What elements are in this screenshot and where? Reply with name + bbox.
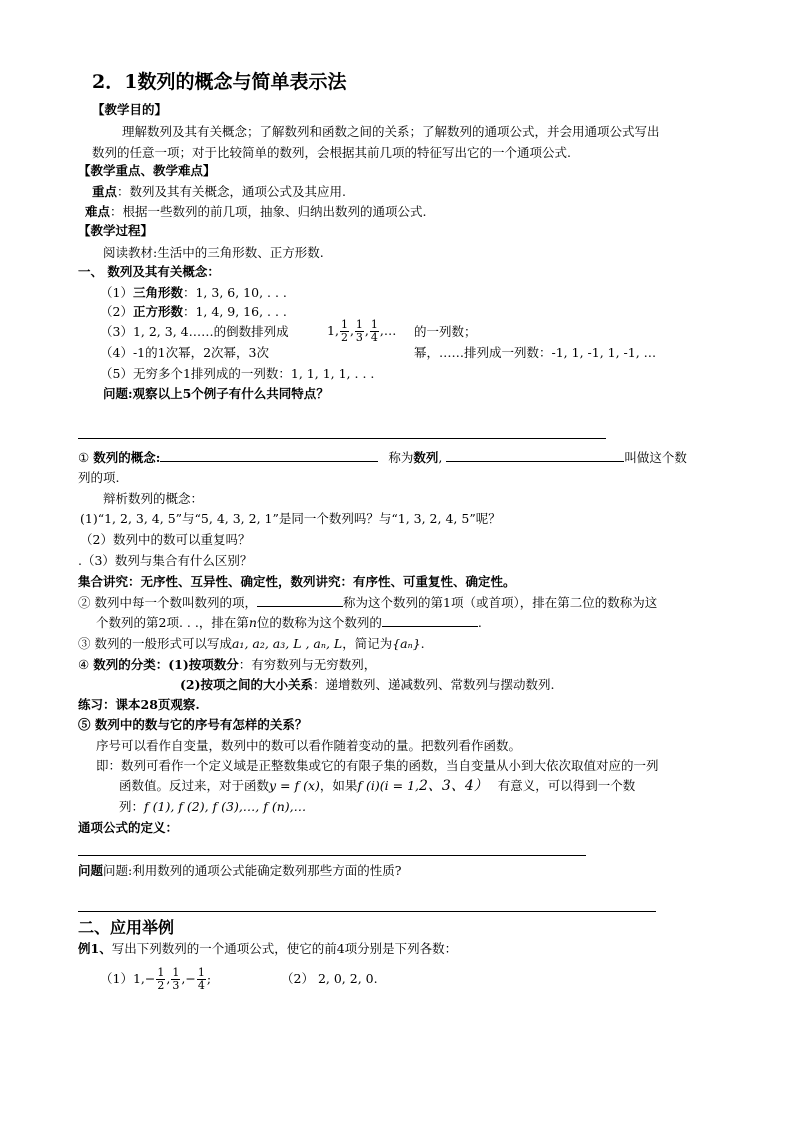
example-5: （5）无穷多个1排列成的一列数：1, 1, 1, 1, . . . — [100, 366, 375, 381]
focus-label: 重点 — [92, 184, 118, 199]
section-1-heading: 一、 数列及其有关概念： — [78, 264, 220, 279]
fraction-1-4: $\frac{1}{4}$ — [370, 318, 378, 344]
example-1-part-1: （1）1,− $\frac{1}{2}$ , $\frac{1}{3}$ ,− $\frac{1}{4}$ ; — [100, 966, 212, 992]
item-2-line-2: 个数列的第2项. . .，排在第n位的数称为这个数列的 . — [96, 615, 482, 630]
item-3: ③ 数列的一般形式可以写成a₁, a₂, a₃, L , aₙ, L，简记为{aₙ}. — [78, 636, 425, 651]
concept-blank-2[interactable] — [446, 449, 624, 462]
example-3-end: 的一列数； — [414, 324, 477, 339]
concept-line-2: 列的项. — [78, 470, 120, 485]
example-1: （1）三角形数：1, 3, 6, 10, . . . — [100, 285, 287, 300]
example-2: （2）正方形数：1, 4, 9, 16, . . . — [100, 304, 287, 319]
question-2: 问题问题:利用数列的通项公式能确定数列那些方面的性质? — [78, 863, 402, 878]
item-5-line-3: 函数值。反过来，对于函数y = f (x)，如果f (i)(i = 1,2、3、4） 有意义，可以得到一个数 — [119, 778, 636, 794]
item-5-line-2: 即：数列可看作一个定义域是正整数集或它的有限子集的函数，当自变量从小到大依次取值对应的一列 — [96, 758, 659, 773]
example-3-formula: 1, $\frac{1}{2}$ , $\frac{1}{3}$ , $\frac{1}{4}$ ,… — [327, 318, 397, 344]
definition-label: 通项公式的定义： — [78, 820, 179, 835]
first-term-blank[interactable] — [257, 594, 343, 607]
example-4-end: 幂，……排列成一列数：-1, 1, -1, 1, -1, … — [414, 345, 657, 360]
goals-line-1: 理解数列及其有关概念；了解数列和函数之间的关系；了解数列的通项公式，并会用通项公式写出 — [122, 124, 660, 139]
analysis-q1: (1)“1, 2, 3, 4, 5”与“5, 4, 3, 2, 1”是同一个数列吗？与“1, 3, 2, 4, 5”呢？ — [80, 511, 501, 526]
focus-line — [92, 184, 346, 200]
example-4: （4）-1的1次幂，2次幂，3次 — [100, 345, 269, 360]
fraction-1-3: $\frac{1}{3}$ — [355, 318, 363, 344]
difficulty-label: 难点 — [85, 204, 111, 219]
difficulty-line — [85, 204, 427, 220]
answer-line-2 — [78, 855, 586, 856]
item-4-line-1: ④ 数列的分类：(1)按项数分：有穷数列与无穷数列， — [78, 657, 377, 672]
goals-heading: 【教学目的】 — [92, 102, 168, 117]
concept-blank-1[interactable] — [160, 449, 378, 462]
question-1: 问题:观察以上5个例子有什么共同特点？ — [103, 386, 329, 401]
reading-line: 阅读教材:生活中的三角形数、正方形数. — [103, 245, 324, 260]
difficulty-text: ：根据一些数列的前几项，抽象、归纳出数列的通项公式. — [110, 204, 427, 219]
practice: 练习：课本28页观察. — [78, 697, 200, 712]
example-1-heading: 例1、写出下列数列的一个通项公式，使它的前4项分别是下列各数： — [78, 941, 458, 956]
goals-line-2: 数列的任意一项；对于比较简单的数列，会根据其前几项的特征写出它的一个通项公式. — [92, 145, 571, 160]
page-title: 2．1数列的概念与简单表示法 — [92, 71, 347, 93]
item-4-line-2: (2)按项之间的大小关系：递增数列、递减数列、常数列与摆动数列. — [180, 677, 555, 692]
item-2-line-1: ② 数列中每一个数叫数列的项， 称为这个数列的第1项（或首项），排在第二位的数称为这 — [78, 595, 658, 610]
nth-term-blank[interactable] — [382, 614, 478, 627]
item-5-line-4: 列：f (1), f (2), f (3),…, f (n),… — [119, 799, 307, 814]
fraction-1-2: $\frac{1}{2}$ — [340, 318, 348, 344]
item-5-heading: ⑤ 数列中的数与它的序号有怎样的关系？ — [78, 717, 308, 732]
analysis-q3: .（3）数列与集合有什么区别？ — [78, 553, 253, 568]
example-3: （3）1, 2, 3, 4……的倒数排列成 — [100, 324, 289, 339]
process-heading: 【教学过程】 — [78, 223, 154, 238]
analysis-q2: （2）数列中的数可以重复吗？ — [80, 532, 251, 547]
concept-line: ① 数列的概念: 称为数列, 叫做这个数 — [78, 450, 687, 465]
example-1-part-2: （2） 2, 0, 2, 0. — [281, 971, 378, 986]
analysis-summary: 集合讲究：无序性、互异性、确定性，数列讲究：有序性、可重复性、确定性。 — [78, 574, 516, 589]
focus-text: ：数列及其有关概念，通项公式及其应用. — [117, 184, 346, 199]
keypoints-heading: 【教学重点、教学难点】 — [78, 163, 216, 178]
item-5-line-1: 序号可以看作自变量，数列中的数可以看作随着变动的量。把数列看作函数。 — [96, 738, 522, 753]
answer-line-3 — [78, 911, 656, 912]
section-2-heading: 二、应用举例 — [78, 918, 175, 937]
analysis-heading: 辩析数列的概念： — [103, 491, 204, 506]
answer-line-1 — [78, 438, 606, 439]
